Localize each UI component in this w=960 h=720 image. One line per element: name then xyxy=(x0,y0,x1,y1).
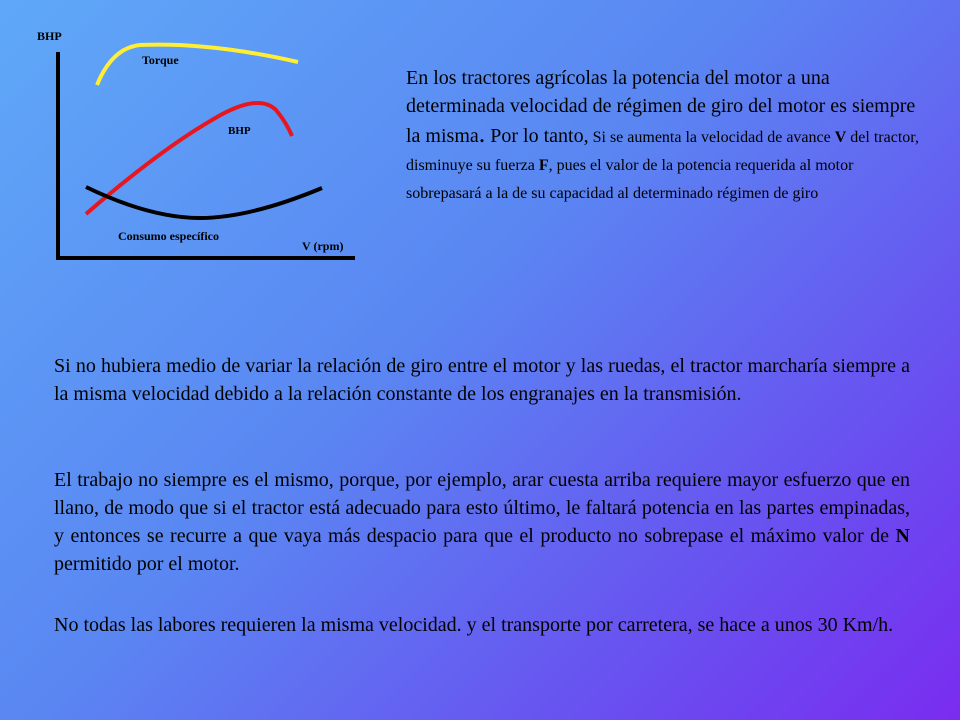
intro-part-a: Si se aumenta la velocidad de avance xyxy=(588,129,835,146)
paragraph-work-variation xyxy=(54,466,910,578)
bhp-label: BHP xyxy=(228,125,251,137)
intro-por-lo-tanto: Por lo tanto, xyxy=(485,125,589,147)
p2-text-b: permitido por el motor. xyxy=(54,553,240,575)
paragraph-gear-ratio: Si no hubiera medio de variar la relación de giro entre el motor y las ruedas, el tractor marcharía siempre a la misma velocidad debido a la relación constante de los engranajes en la transmisión. xyxy=(54,355,910,405)
consumption-curve xyxy=(86,187,322,218)
consumption-label: Consumo específico xyxy=(118,229,219,243)
intro-part-b: del tractor, disminuye su fuerza xyxy=(406,129,919,174)
paragraph-speed: No todas las labores requieren la misma velocidad. y el transporte por carretera, se hace a unos 30 Km/h. xyxy=(54,614,894,636)
x-axis-label: V (rpm) xyxy=(302,239,344,253)
y-axis-label: BHP xyxy=(37,29,62,43)
y-axis xyxy=(58,52,355,258)
intro-v: V xyxy=(834,129,847,146)
intro-part-c: , pues el valor de la potencia requerida al motor sobrepasará a la de su capacidad al determinado régimen de giro xyxy=(406,157,854,202)
intro-f: F xyxy=(538,157,549,174)
torque-curve xyxy=(97,45,298,85)
p2-text-a: El trabajo no siempre es el mismo, porque, por ejemplo, arar cuesta arriba requiere mayor esfuerzo que en llano, de modo que si el tractor está adecuado para esto último, le faltará potencia en las partes empinadas, y entonces se recurre a que vaya más despacio para que el producto no sobrepase el máximo valor de xyxy=(54,469,910,547)
engine-curves-chart xyxy=(0,0,400,290)
intro-text xyxy=(406,64,926,206)
p2-n: N xyxy=(895,525,910,547)
intro-line1: En los tractores agrícolas la potencia del motor a una determinada velocidad de régimen de giro del motor es siempre la misma xyxy=(406,67,916,147)
bhp-curve xyxy=(86,103,292,214)
intro-period: . xyxy=(478,119,486,148)
torque-label: Torque xyxy=(142,53,179,67)
